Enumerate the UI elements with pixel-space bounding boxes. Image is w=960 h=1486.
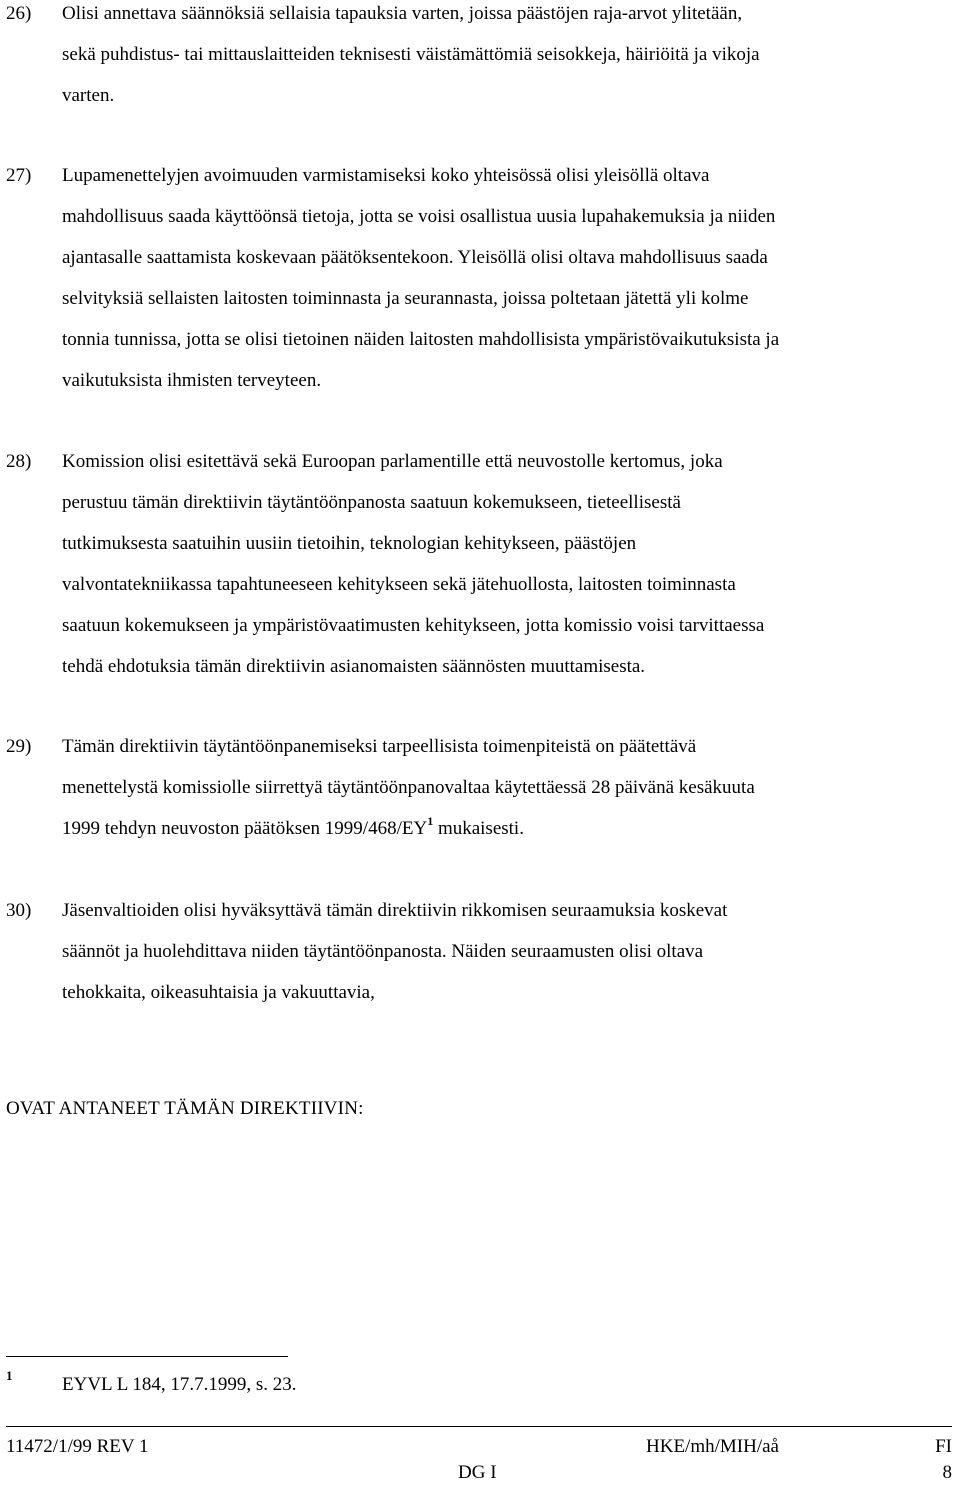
footer-initials: HKE/mh/MIH/aå xyxy=(646,1436,779,1457)
footnote-mark: 1 xyxy=(6,1368,13,1383)
paragraph-27 xyxy=(6,155,952,401)
footer-divider xyxy=(6,1426,952,1427)
paragraph-line: valvontatekniikassa tapahtuneeseen kehitykseen sekä jätehuollosta, laitosten toiminnasta xyxy=(62,574,736,595)
footnote-divider xyxy=(6,1356,288,1357)
footnote-reference[interactable]: 1 xyxy=(427,814,434,828)
footer-second-row xyxy=(6,1462,952,1486)
paragraph-number: 30) xyxy=(6,900,32,921)
paragraph-line: Olisi annettava säännöksiä sellaisia tapauksia varten, joissa päästöjen raja-arvot ylitetään, xyxy=(62,3,743,24)
paragraph-line: tehokkaita, oikeasuhtaisia ja vakuuttavia, xyxy=(62,982,375,1003)
paragraph-line: perustuu tämän direktiivin täytäntöönpanosta saatuun kokemukseen, tieteellisestä xyxy=(62,492,681,513)
paragraph-26 xyxy=(6,0,952,116)
paragraph-line: Lupamenettelyjen avoimuuden varmistamiseksi koko yhteisössä olisi yleisöllä oltava xyxy=(62,165,710,186)
footnote-text: EYVL L 184, 17.7.1999, s. 23. xyxy=(62,1374,297,1395)
paragraph-line xyxy=(62,808,952,849)
footer-dg: DG I xyxy=(458,1462,497,1483)
paragraph-line: tehdä ehdotuksia tämän direktiivin asianomaisten säännösten muuttamisesta. xyxy=(62,656,646,677)
enacting-heading: OVAT ANTANEET TÄMÄN DIREKTIIVIN: xyxy=(6,1098,364,1119)
paragraph-number: 29) xyxy=(6,736,32,757)
line-text: mukaisesti. xyxy=(433,818,524,839)
paragraph-line: sekä puhdistus- tai mittauslaitteiden teknisesti väistämättömiä seisokkeja, häiriöitä ja vikoja xyxy=(62,44,760,65)
paragraph-line: Komission olisi esitettävä sekä Euroopan parlamentille että neuvostolle kertomus, joka xyxy=(62,451,723,472)
paragraph-line: tonnia tunnissa, jotta se olisi tietoinen näiden laitosten mahdollisista ympäristövaikutuksista ja xyxy=(62,329,780,350)
paragraph-line: varten. xyxy=(62,85,115,106)
paragraph-number: 28) xyxy=(6,451,32,472)
paragraph-number: 26) xyxy=(6,3,32,24)
paragraph-line: tutkimuksesta saatuihin uusiin tietoihin, teknologian kehitykseen, päästöjen xyxy=(62,533,637,554)
footer-language: FI xyxy=(935,1436,952,1457)
paragraph-line: ajantasalle saattamista koskevaan päätöksentekoon. Yleisöllä olisi oltava mahdollisuus saada xyxy=(62,247,768,268)
paragraph-number: 27) xyxy=(6,165,32,186)
paragraph-28 xyxy=(6,441,952,687)
paragraph-line: mahdollisuus saada käyttöönsä tietoja, jotta se voisi osallistua uusia lupahakemuksia ja niiden xyxy=(62,206,776,227)
paragraph-line: menettelystä komissiolle siirrettyä täytäntöönpanovaltaa käytettäessä 28 päivänä kesäkuuta xyxy=(62,777,755,798)
footer-doc-ref: 11472/1/99 REV 1 xyxy=(6,1436,149,1457)
paragraph-line: vaikutuksista ihmisten terveyteen. xyxy=(62,370,322,391)
paragraph-29 xyxy=(6,726,952,849)
footer-page-number: 8 xyxy=(942,1462,952,1483)
paragraph-line: selvityksiä sellaisten laitosten toiminnasta ja seurannasta, joissa poltetaan jätettä yli kolme xyxy=(62,288,749,309)
paragraph-line: Jäsenvaltioiden olisi hyväksyttävä tämän direktiivin rikkomisen seuraamuksia koskevat xyxy=(62,900,728,921)
paragraph-line: saatuun kokemukseen ja ympäristövaatimusten kehitykseen, jotta komissio voisi tarvittaessa xyxy=(62,615,765,636)
footer xyxy=(6,1436,952,1460)
paragraph-line: säännöt ja huolehdittava niiden täytäntöönpanosta. Näiden seuraamusten olisi oltava xyxy=(62,941,704,962)
line-text: 1999 tehdyn neuvoston päätöksen 1999/468/EY xyxy=(62,818,428,839)
paragraph-line: Tämän direktiivin täytäntöönpanemiseksi tarpeellisista toimenpiteistä on päätettävä xyxy=(62,736,697,757)
paragraph-30 xyxy=(6,890,952,1013)
